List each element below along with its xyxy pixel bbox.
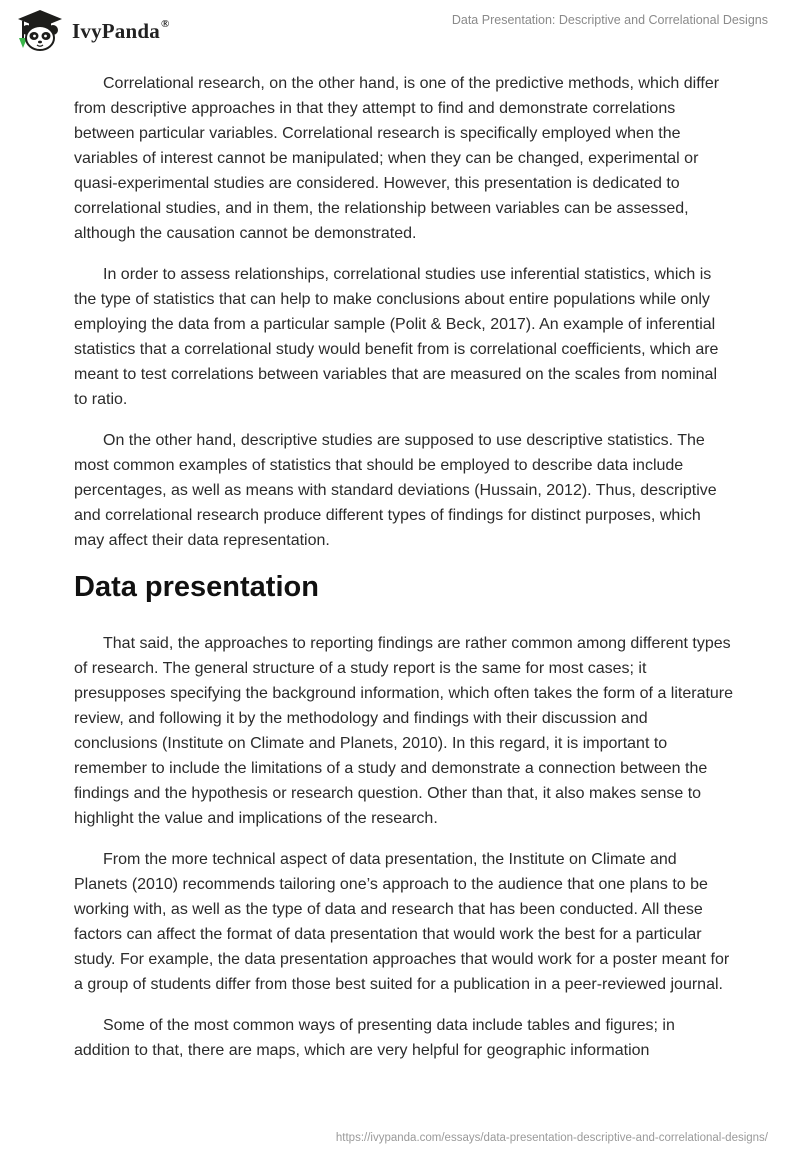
paragraph: On the other hand, descriptive studies are supposed to use descriptive statistics. The most common examples of statistics that should be employed to describe data include percentages, as well as means with standard deviations (Hussain, 2012). Thus, descriptive and correlational research produce different types of findings for distinct purposes, which may affect their data representation.	[74, 432, 717, 549]
ivypanda-logo[interactable]	[14, 8, 169, 52]
paragraph: That said, the approaches to reporting findings are rather common among different types of research. The general structure of a study report is the same for most cases; it presupposes specifying the background information, which often takes the form of a literature review, and following it by the methodology and findings with their discussion and conclusions (Institute on Climate and Planets, 2010). In this regard, it is important to remember to include the limitations of a study and demonstrate a connection between the findings and the hypothesis or research question. Other than that, it also makes sense to highlight the value and implications of the research.	[74, 635, 734, 827]
section-heading: Data presentation	[74, 571, 319, 603]
paragraph: From the more technical aspect of data presentation, the Institute on Climate and Planets (2010) recommends tailoring one’s approach to the audience that one plans to be working with, as well as the type of data and research that has been conducted. All these factors can affect the format of data presentation that would work the best for a particular study. For example, the data presentation approaches that would work for a poster meant for a group of students differ from those best suited for a publication in a peer-reviewed journal.	[74, 851, 730, 993]
paragraph: In order to assess relationships, correlational studies use inferential statistics, which is the type of statistics that can help to make conclusions about entire populations while only employing the data from a particular sample (Polit & Beck, 2017). An example of inferential statistics that a correlational study would benefit from is correlational coefficients, which are meant to test correlations between variables that are measured on the scales from nominal to ratio.	[74, 266, 719, 408]
document-title: Data Presentation: Descriptive and Correlational Designs	[451, 13, 768, 27]
page-header	[0, 0, 800, 60]
paragraph: Correlational research, on the other hand, is one of the predictive methods, which differ from descriptive approaches in that they attempt to find and demonstrate correlations between particular variables. Correlational research is specifically employed when the variables of interest cannot be manipulated; when they can be changed, experimental or quasi-experimental studies are considered. However, this presentation is dedicated to correlational studies, and in them, the relationship between variables can be assessed, although the causation cannot be demonstrated.	[74, 75, 720, 242]
source-url-link[interactable]: https://ivypanda.com/essays/data-presentation-descriptive-and-correlational-designs/	[335, 1132, 768, 1144]
essay-content	[74, 71, 734, 1079]
panda-graduate-icon	[14, 8, 66, 52]
paragraph: Some of the most common ways of presenting data include tables and figures; in addition to that, there are maps, which are very helpful for geographic information	[74, 1017, 675, 1059]
logo-text: IvyPanda®	[72, 17, 170, 43]
